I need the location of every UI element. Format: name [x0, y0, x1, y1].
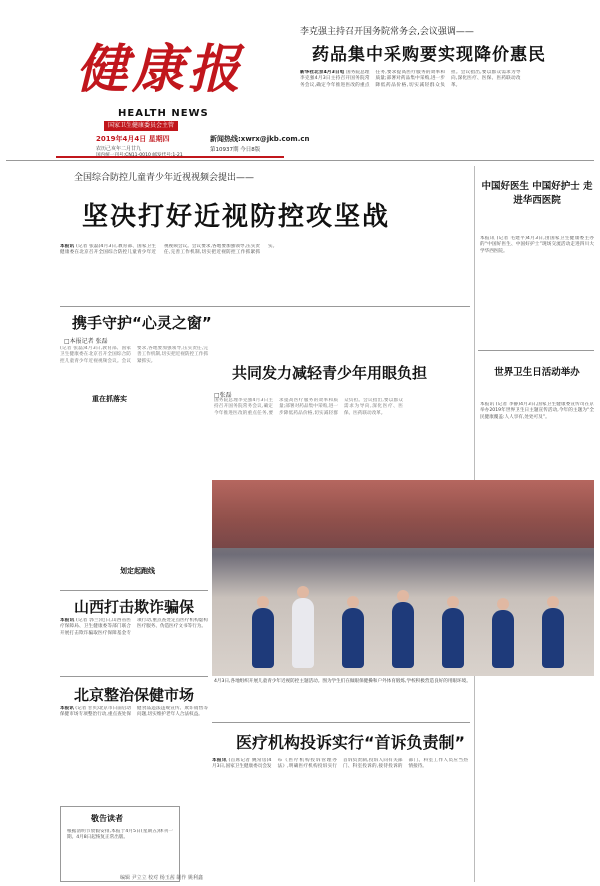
lead-kicker: 全国综合防控儿童青少年近视视频会提出——: [74, 173, 255, 183]
complaint-headline: 医疗机构投诉实行“首诉负责制”: [236, 733, 466, 752]
burden-story-author: □张磊: [214, 392, 232, 399]
photo-caption: 4月3日,各地组织开展儿童青少年近视防控主题活动。图为学生们在做眼保健操和户外体育锻炼,学校积极营造良好的用眼环境。: [214, 679, 471, 684]
divider: [212, 722, 470, 723]
heart-story-body: [60, 346, 208, 582]
sidebar-doctor-title: 中国好医生 中国好护士 走进华西医院: [481, 181, 593, 206]
market-dateline: 本报讯: [60, 706, 74, 711]
burden-story-title: 共同发力减轻青少年用眼负担: [232, 364, 428, 382]
divider: [60, 306, 470, 307]
sidebar-day-body: 本报讯 (记者 李静)4月3日,国家卫生健康委宣传司在京举办2019年世界卫生日主题宣传活动,今年的主题为“全民健康覆盖:人人享有,处处可及”。: [480, 402, 594, 420]
photo-figure: [542, 608, 564, 668]
divider: [60, 676, 208, 677]
heart-story-author: □本报记者 张磊: [64, 338, 108, 345]
complaint-story-body: [212, 758, 468, 866]
masthead-logo-en: HEALTH NEWS: [118, 108, 209, 119]
heart-story-title: 携手守护“心灵之窗”: [72, 314, 212, 332]
issue-date: 2019年4月4日 星期四: [96, 135, 170, 143]
market-text: (记者 甘贝)北京市日前启动保健市场专项整治行动,重点查处保健食品违法违规宣传、欺诈销售等问题,切实维护老年人合法权益。: [60, 706, 208, 718]
lead-headline: 坚决打好近视防控攻坚战: [82, 202, 391, 232]
heart-story-text: (记者 张磊)4月3日,教育部、国家卫生健康委在北京召开全国综合防控儿童青少年近视视频会议。会议要求,各地要加强领导,压实责任,完善工作机制,切实把近视防控工作抓紧抓实。: [60, 346, 208, 364]
divider: [6, 160, 594, 161]
market-story-title: 北京整治保健市场: [74, 686, 195, 704]
photo-figure: [392, 602, 414, 668]
reader-notice-title: 敬告读者: [91, 814, 123, 823]
page-footer-credits: 编辑 尹立立 校对 杨玉茜 制作 姚利鑫: [120, 875, 203, 881]
lunar-date: 农历己亥年二月廿九: [96, 146, 142, 152]
issue-meta: [210, 145, 260, 153]
shanxi-story-title: 山西打击欺诈骗保: [74, 598, 195, 616]
photo-figure: [252, 608, 274, 668]
masthead-subtitle: 国家卫生健康委员会主管: [104, 121, 178, 131]
photo-background: [212, 480, 594, 548]
shanxi-story-body: [60, 618, 208, 672]
heart-subhead-2: 划定起跑线: [120, 567, 155, 575]
market-story-body: [60, 706, 208, 798]
photo-figure: [442, 608, 464, 668]
burden-story-text: 国务院总理李克强4月3日主持召开国务院常务会议,确定今年推进医改的重点任务,要求提高医疗服务的效率和质量;部署对药品集中采购,进一步降低药品价格,切实减轻群众负担。会议指出,要以群众需求为导向,深化医疗、医保、医药联动改革。: [214, 398, 403, 416]
complaint-text: (首席记者 姚常房)4月3日,国家卫生健康委员会发布《医疗机构投诉管理办法》,明确医疗机构投诉实行首诉负责制,投诉人向有关部门、科室投诉的,接待投诉的部门、科室工作人员应当热情接待。: [212, 758, 468, 770]
top-story-title: 药品集中采购要实现降价惠民: [312, 45, 546, 65]
photo-figure: [342, 608, 364, 668]
shanxi-dateline: 本报讯: [60, 618, 75, 623]
burden-story-body: [214, 398, 468, 476]
complaint-dateline: 本报讯: [212, 758, 227, 763]
top-story-body: [300, 70, 596, 156]
reader-notice: [60, 806, 180, 882]
masthead-rule: [56, 156, 284, 158]
heart-subhead-1: 重在抓落实: [92, 395, 127, 403]
page-count: 今日8版: [240, 147, 261, 153]
divider: [60, 590, 208, 591]
photo-figure: [292, 598, 314, 668]
eye-exercise-photo: [212, 480, 594, 676]
news-hotline: 新闻热线:xwrx@jkb.com.cn: [210, 135, 310, 143]
masthead-logo: 健康报: [76, 39, 245, 100]
reader-notice-body: 根据清明节放假安排,本报于4月5日(星期五)休刊一期。4月8日起恢复正常出版。: [67, 829, 173, 841]
top-story-dateline: 新华社北京4月3日电: [300, 70, 345, 75]
lead-text: (记者 张磊)4月3日,教育部、国家卫生健康委在北京召开全国综合防控儿童青少年近视视频会议。会议要求,各地要加强领导,压实责任,完善工作机制,切实把近视防控工作抓紧抓实。: [60, 244, 278, 256]
sidebar-day-title: 世界卫生日活动举办: [494, 367, 580, 378]
divider: [478, 350, 594, 351]
lead-body: [60, 244, 468, 300]
lead-dateline: 本报讯: [60, 244, 75, 249]
photo-figure: [492, 610, 514, 668]
top-story-kicker: 李克强主持召开国务院常务会,会议强调——: [300, 27, 474, 37]
top-story-text: 国务院总理李克强4月3日主持召开国务院常务会议,确定今年推进医改的重点任务,要求提高医疗服务的效率和质量;部署对药品集中采购,进一步降低药品价格,切实减轻群众负担。会议指出,要以群众需求为导向,深化医疗、医保、医药联动改革。: [300, 70, 521, 88]
shanxi-text: (记者 郭兰)近日,山西省医疗保障局、卫生健康委等部门联合开展打击欺诈骗取医疗保障基金专项行动,重点查处定点医疗机构虚构医疗服务、伪造医疗文书等行为。: [60, 618, 208, 636]
sidebar-doctor-body: 本报讯 (记者 毛建平)4月3日,由国家卫生健康委主办的“中国好医生、中国好护士”现场交流活动走进四川大学华西医院。: [480, 236, 594, 254]
issue-number: 第10937期: [210, 147, 239, 153]
